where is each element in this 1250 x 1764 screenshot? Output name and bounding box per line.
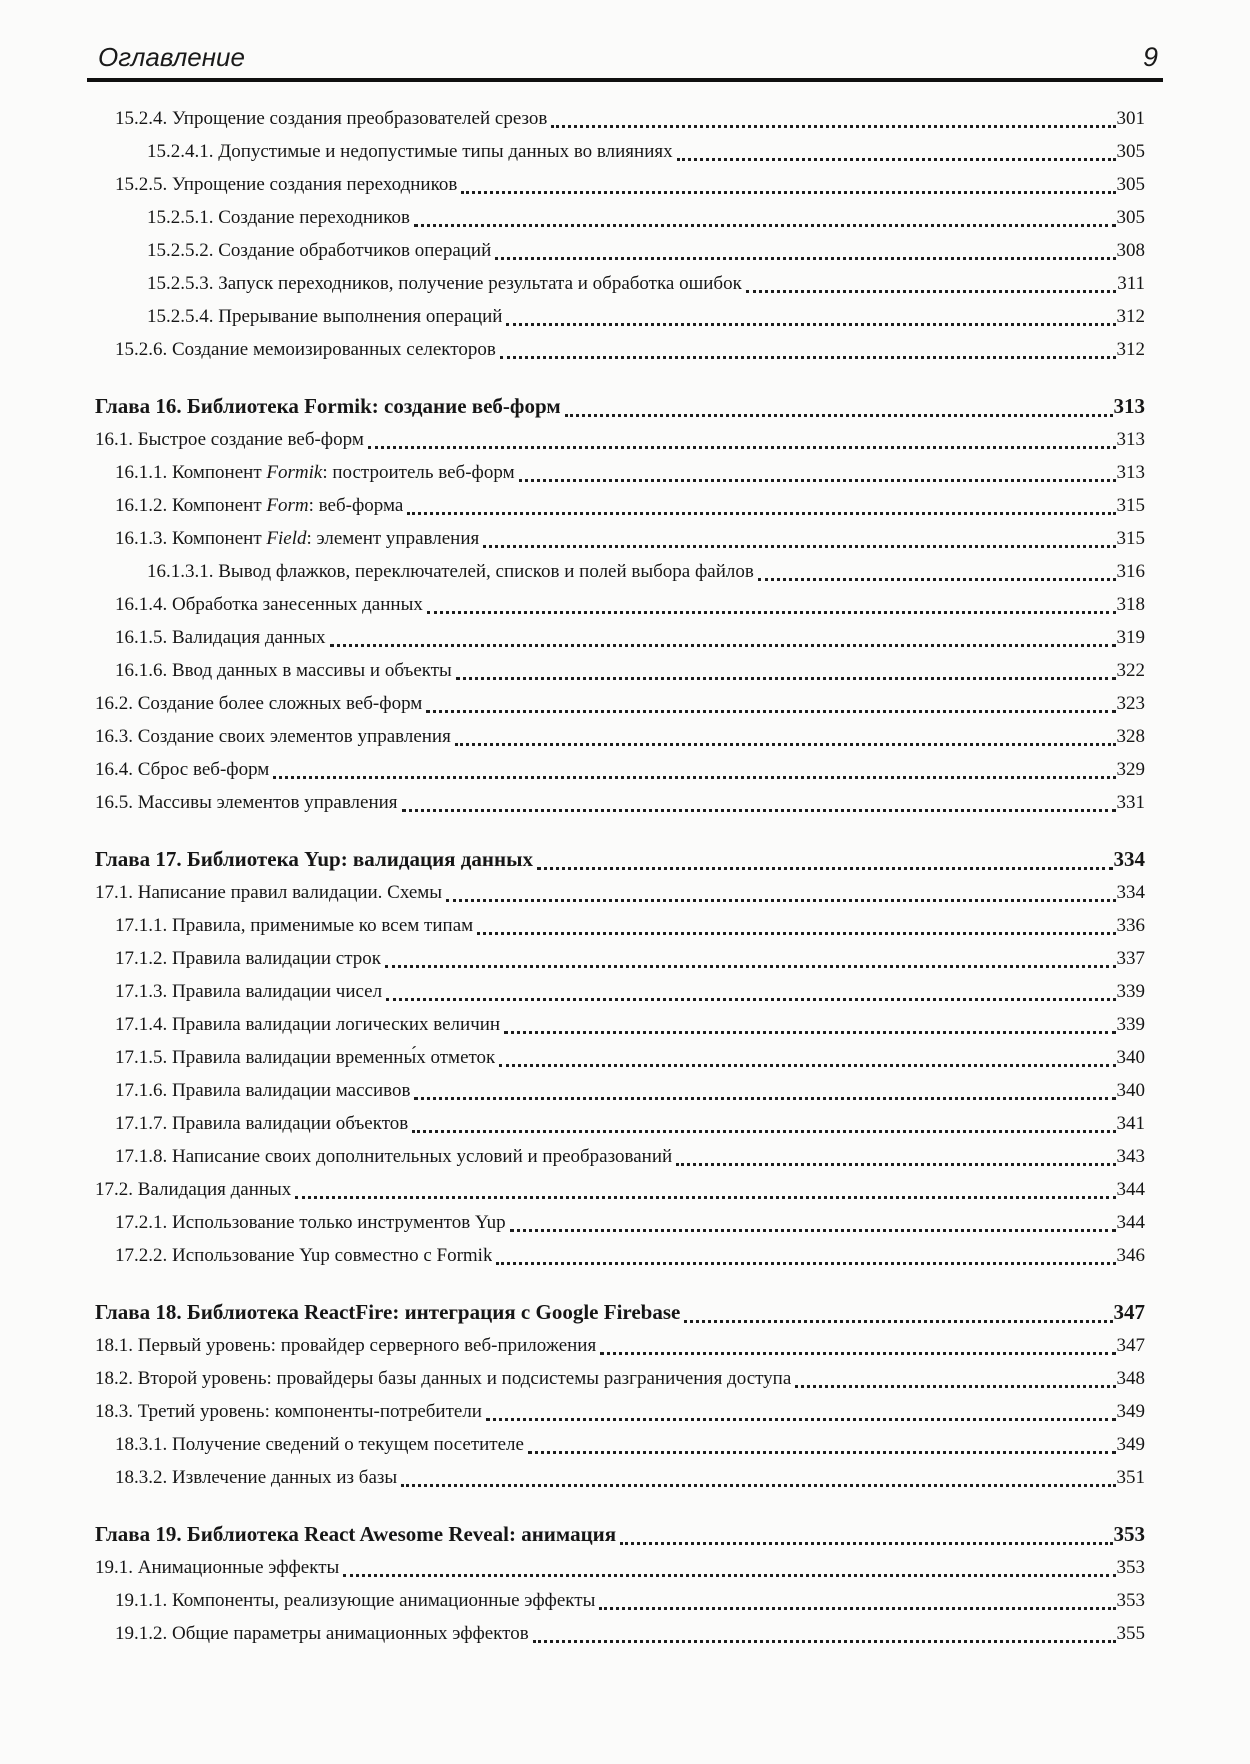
dot-leader xyxy=(533,1640,1116,1643)
dot-leader xyxy=(758,578,1116,581)
toc-entry xyxy=(95,1584,1145,1617)
dot-leader xyxy=(600,1352,1115,1355)
toc-entry xyxy=(95,1551,1145,1584)
toc-entry-page: 339 xyxy=(1116,1014,1145,1035)
toc-entry-label: 17.2.1. Использование только инструментов Yup xyxy=(115,1212,506,1233)
toc-entry-label: 18.2. Второй уровень: провайдеры базы данных и подсистемы разграничения доступа xyxy=(95,1368,792,1389)
toc-entry-page: 349 xyxy=(1116,1401,1145,1422)
dot-leader xyxy=(456,677,1116,680)
dot-leader xyxy=(676,1163,1115,1166)
dot-leader xyxy=(295,1196,1115,1199)
dot-leader xyxy=(273,776,1115,779)
toc-entry-page: 322 xyxy=(1116,660,1145,681)
toc-entry-page: 344 xyxy=(1116,1212,1145,1233)
dot-leader xyxy=(412,1130,1115,1133)
toc-entry-page: 316 xyxy=(1116,561,1145,582)
toc-entry-page: 334 xyxy=(1116,882,1145,903)
toc-entry-label: 16.1. Быстрое создание веб-форм xyxy=(95,429,364,450)
dot-leader xyxy=(528,1451,1116,1454)
toc-entry-page: 315 xyxy=(1116,495,1145,516)
toc-entry-page: 305 xyxy=(1116,207,1145,228)
toc-entry xyxy=(95,102,1145,135)
toc-entry xyxy=(95,621,1145,654)
toc-entry-label: 19.1.1. Компоненты, реализующие анимационные эффекты xyxy=(115,1590,596,1611)
page-number: 9 xyxy=(1142,42,1158,72)
toc-entry-page: 311 xyxy=(1117,273,1145,294)
dot-leader xyxy=(486,1418,1116,1421)
dot-leader xyxy=(496,1262,1115,1265)
toc-entry xyxy=(95,201,1145,234)
toc-entry-label: Глава 17. Библиотека Yup: валидация данных xyxy=(95,847,533,871)
toc-entry-label: 18.3. Третий уровень: компоненты-потребители xyxy=(95,1401,482,1422)
toc-entry-page: 347 xyxy=(1116,1335,1145,1356)
toc-entry-label: 17.1.4. Правила валидации логических величин xyxy=(115,1014,501,1035)
toc-entry xyxy=(95,234,1145,267)
dot-leader xyxy=(551,125,1115,128)
dot-leader xyxy=(461,191,1115,194)
toc-entry-page: 355 xyxy=(1116,1623,1145,1644)
toc-entry xyxy=(95,135,1145,168)
toc-entry xyxy=(95,555,1145,588)
toc-entry-page: 318 xyxy=(1116,594,1145,615)
toc-entry-label: 17.1.6. Правила валидации массивов xyxy=(115,1080,411,1101)
dot-leader xyxy=(385,965,1116,968)
dot-leader xyxy=(414,1097,1115,1100)
toc-entry xyxy=(95,456,1145,489)
toc-entry-label: 18.3.1. Получение сведений о текущем посетителе xyxy=(115,1434,524,1455)
toc-entry-page: 353 xyxy=(1116,1590,1145,1611)
toc-entry-page: 313 xyxy=(1116,462,1145,483)
toc-chapter-entry xyxy=(95,843,1145,876)
dot-leader xyxy=(402,809,1116,812)
dot-leader xyxy=(510,1229,1116,1232)
toc-entry-label: Глава 19. Библиотека React Awesome Reveal: анимация xyxy=(95,1522,617,1546)
dot-leader xyxy=(677,158,1116,161)
toc-entry-label: 16.1.2. Компонент Form: веб-форма xyxy=(115,495,404,516)
dot-leader xyxy=(746,290,1116,293)
toc-entry-label: 18.1. Первый уровень: провайдер серверного веб-приложения xyxy=(95,1335,597,1356)
toc-entry-label: 19.1.2. Общие параметры анимационных эффектов xyxy=(115,1623,529,1644)
toc-entry xyxy=(95,720,1145,753)
toc-chapter-entry xyxy=(95,1518,1145,1551)
toc-entry xyxy=(95,687,1145,720)
toc-entry-label: 19.1. Анимационные эффекты xyxy=(95,1557,340,1578)
toc-entry-label: Глава 18. Библиотека ReactFire: интеграция с Google Firebase xyxy=(95,1300,681,1324)
toc-entry-page: 344 xyxy=(1116,1179,1145,1200)
dot-leader xyxy=(483,545,1115,548)
dot-leader xyxy=(414,224,1116,227)
toc-entry-label: 17.2. Валидация данных xyxy=(95,1179,292,1200)
toc-entry-label: 16.5. Массивы элементов управления xyxy=(95,792,398,813)
toc-entry-label: 18.3.2. Извлечение данных из базы xyxy=(115,1467,398,1488)
toc-entry-page: 343 xyxy=(1116,1146,1145,1167)
toc-entry-page: 341 xyxy=(1116,1113,1145,1134)
dot-leader xyxy=(795,1385,1115,1388)
dot-leader xyxy=(599,1607,1115,1610)
toc-entry xyxy=(95,1395,1145,1428)
toc-entry xyxy=(95,1041,1145,1074)
dot-leader xyxy=(620,1542,1112,1545)
dot-leader xyxy=(401,1484,1115,1487)
toc-entry-page: 312 xyxy=(1116,306,1145,327)
toc-entry-label: 16.3. Создание своих элементов управления xyxy=(95,726,451,747)
toc-entry-page: 353 xyxy=(1113,1522,1145,1546)
toc-entry xyxy=(95,489,1145,522)
toc-entry-page: 349 xyxy=(1116,1434,1145,1455)
toc-entry xyxy=(95,753,1145,786)
toc-entry-page: 331 xyxy=(1116,792,1145,813)
toc-entry-page: 305 xyxy=(1116,174,1145,195)
toc-entry-label: 17.1.5. Правила валидации временны́х отметок xyxy=(115,1047,496,1068)
toc-entry-page: 351 xyxy=(1116,1467,1145,1488)
toc-entry-page: 319 xyxy=(1116,627,1145,648)
toc-entry xyxy=(95,1206,1145,1239)
toc-entry xyxy=(95,1362,1145,1395)
toc-entry-label: 15.2.4. Упрощение создания преобразователей срезов xyxy=(115,108,548,129)
dot-leader xyxy=(426,710,1115,713)
toc-entry-page: 353 xyxy=(1116,1557,1145,1578)
toc-entry-label: 16.1.3.1. Вывод флажков, переключателей, списков и полей выбора файлов xyxy=(147,561,754,582)
toc-entry-label: 16.1.6. Ввод данных в массивы и объекты xyxy=(115,660,452,681)
toc-entry xyxy=(95,423,1145,456)
dot-leader xyxy=(427,611,1116,614)
toc-entry-label: 16.1.5. Валидация данных xyxy=(115,627,326,648)
toc-entry-page: 305 xyxy=(1116,141,1145,162)
running-title: Оглавление xyxy=(98,42,245,72)
toc-entry xyxy=(95,267,1145,300)
toc-entry xyxy=(95,975,1145,1008)
dot-leader xyxy=(407,512,1115,515)
toc-entry-label: 16.1.4. Обработка занесенных данных xyxy=(115,594,423,615)
toc-entry-page: 329 xyxy=(1116,759,1145,780)
toc-entry-page: 336 xyxy=(1116,915,1145,936)
dot-leader xyxy=(519,479,1116,482)
toc-entry-label: 17.1.3. Правила валидации чисел xyxy=(115,981,383,1002)
toc-entry-label: 15.2.5.4. Прерывание выполнения операций xyxy=(147,306,503,327)
toc-entry-label: 15.2.5.1. Создание переходников xyxy=(147,207,410,228)
toc-entry-label: 17.1.1. Правила, применимые ко всем типам xyxy=(115,915,474,936)
toc-entry-label: 16.4. Сброс веб-форм xyxy=(95,759,270,780)
toc-entry-label: 15.2.4.1. Допустимые и недопустимые типы данных во влияниях xyxy=(147,141,673,162)
dot-leader xyxy=(368,446,1116,449)
toc-entry-label: 17.1.7. Правила валидации объектов xyxy=(115,1113,409,1134)
toc-entry xyxy=(95,1008,1145,1041)
dot-leader xyxy=(455,743,1116,746)
toc-entry-label: 17.1. Написание правил валидации. Схемы xyxy=(95,882,443,903)
dot-leader xyxy=(684,1320,1112,1323)
toc-entry xyxy=(95,1461,1145,1494)
toc-entry-page: 312 xyxy=(1116,339,1145,360)
toc-chapter-entry xyxy=(95,390,1145,423)
toc-entry-label: 16.1.1. Компонент Formik: построитель веб-форм xyxy=(115,462,515,483)
toc-entry-page: 301 xyxy=(1116,108,1145,129)
toc-entry xyxy=(95,786,1145,819)
toc-chapter-entry xyxy=(95,1296,1145,1329)
toc-entry xyxy=(95,333,1145,366)
toc-entry-label: 15.2.6. Создание мемоизированных селекторов xyxy=(115,339,496,360)
toc-entry-page: 323 xyxy=(1116,693,1145,714)
toc-entry xyxy=(95,909,1145,942)
toc-entry xyxy=(95,1329,1145,1362)
toc-entry xyxy=(95,942,1145,975)
toc-entry-label: 17.1.2. Правила валидации строк xyxy=(115,948,381,969)
toc-entry-page: 328 xyxy=(1116,726,1145,747)
dot-leader xyxy=(499,1064,1115,1067)
toc-entry-label: 15.2.5. Упрощение создания переходников xyxy=(115,174,458,195)
toc-entry-page: 337 xyxy=(1116,948,1145,969)
toc-entry xyxy=(95,588,1145,621)
toc-entry-page: 313 xyxy=(1116,429,1145,450)
dot-leader xyxy=(343,1574,1115,1577)
dot-leader xyxy=(477,932,1115,935)
toc-entry xyxy=(95,1173,1145,1206)
toc-entry xyxy=(95,1239,1145,1272)
toc-entry xyxy=(95,1107,1145,1140)
dot-leader xyxy=(565,414,1113,417)
toc-entry xyxy=(95,1428,1145,1461)
toc-entry xyxy=(95,1140,1145,1173)
toc-entry-page: 346 xyxy=(1116,1245,1145,1266)
page-header xyxy=(98,0,1158,72)
dot-leader xyxy=(495,257,1115,260)
toc-entry-page: 334 xyxy=(1113,847,1145,871)
toc-entry-page: 340 xyxy=(1116,1080,1145,1101)
toc-entry-page: 340 xyxy=(1116,1047,1145,1068)
toc-entry-label: 17.1.8. Написание своих дополнительных условий и преобразований xyxy=(115,1146,673,1167)
dot-leader xyxy=(504,1031,1115,1034)
header-rule xyxy=(87,78,1163,82)
toc-entry xyxy=(95,522,1145,555)
dot-leader xyxy=(330,644,1116,647)
toc-entry xyxy=(95,1617,1145,1650)
toc-entry-label: 16.2. Создание более сложных веб-форм xyxy=(95,693,423,714)
dot-leader xyxy=(506,323,1115,326)
toc-entry-label: 16.1.3. Компонент Field: элемент управления xyxy=(115,528,480,549)
toc-entry-label: 15.2.5.2. Создание обработчиков операций xyxy=(147,240,492,261)
toc-entry-label: 15.2.5.3. Запуск переходников, получение результата и обработка ошибок xyxy=(147,273,742,294)
dot-leader xyxy=(386,998,1115,1001)
toc-entry-page: 308 xyxy=(1116,240,1145,261)
toc-entry-page: 315 xyxy=(1116,528,1145,549)
toc-entry-label: Глава 16. Библиотека Formik: создание веб-форм xyxy=(95,394,561,418)
toc-entry xyxy=(95,300,1145,333)
toc-entry-page: 348 xyxy=(1116,1368,1145,1389)
toc-entry xyxy=(95,876,1145,909)
dot-leader xyxy=(446,899,1115,902)
toc-entry xyxy=(95,1074,1145,1107)
dot-leader xyxy=(537,867,1113,870)
toc-entry-label: 17.2.2. Использование Yup совместно с Formik xyxy=(115,1245,493,1266)
toc-list xyxy=(95,102,1145,1650)
toc-entry-page: 347 xyxy=(1113,1300,1145,1324)
toc-entry-page: 339 xyxy=(1116,981,1145,1002)
toc-entry xyxy=(95,168,1145,201)
toc-entry-page: 313 xyxy=(1113,394,1145,418)
toc-entry xyxy=(95,654,1145,687)
dot-leader xyxy=(500,356,1116,359)
